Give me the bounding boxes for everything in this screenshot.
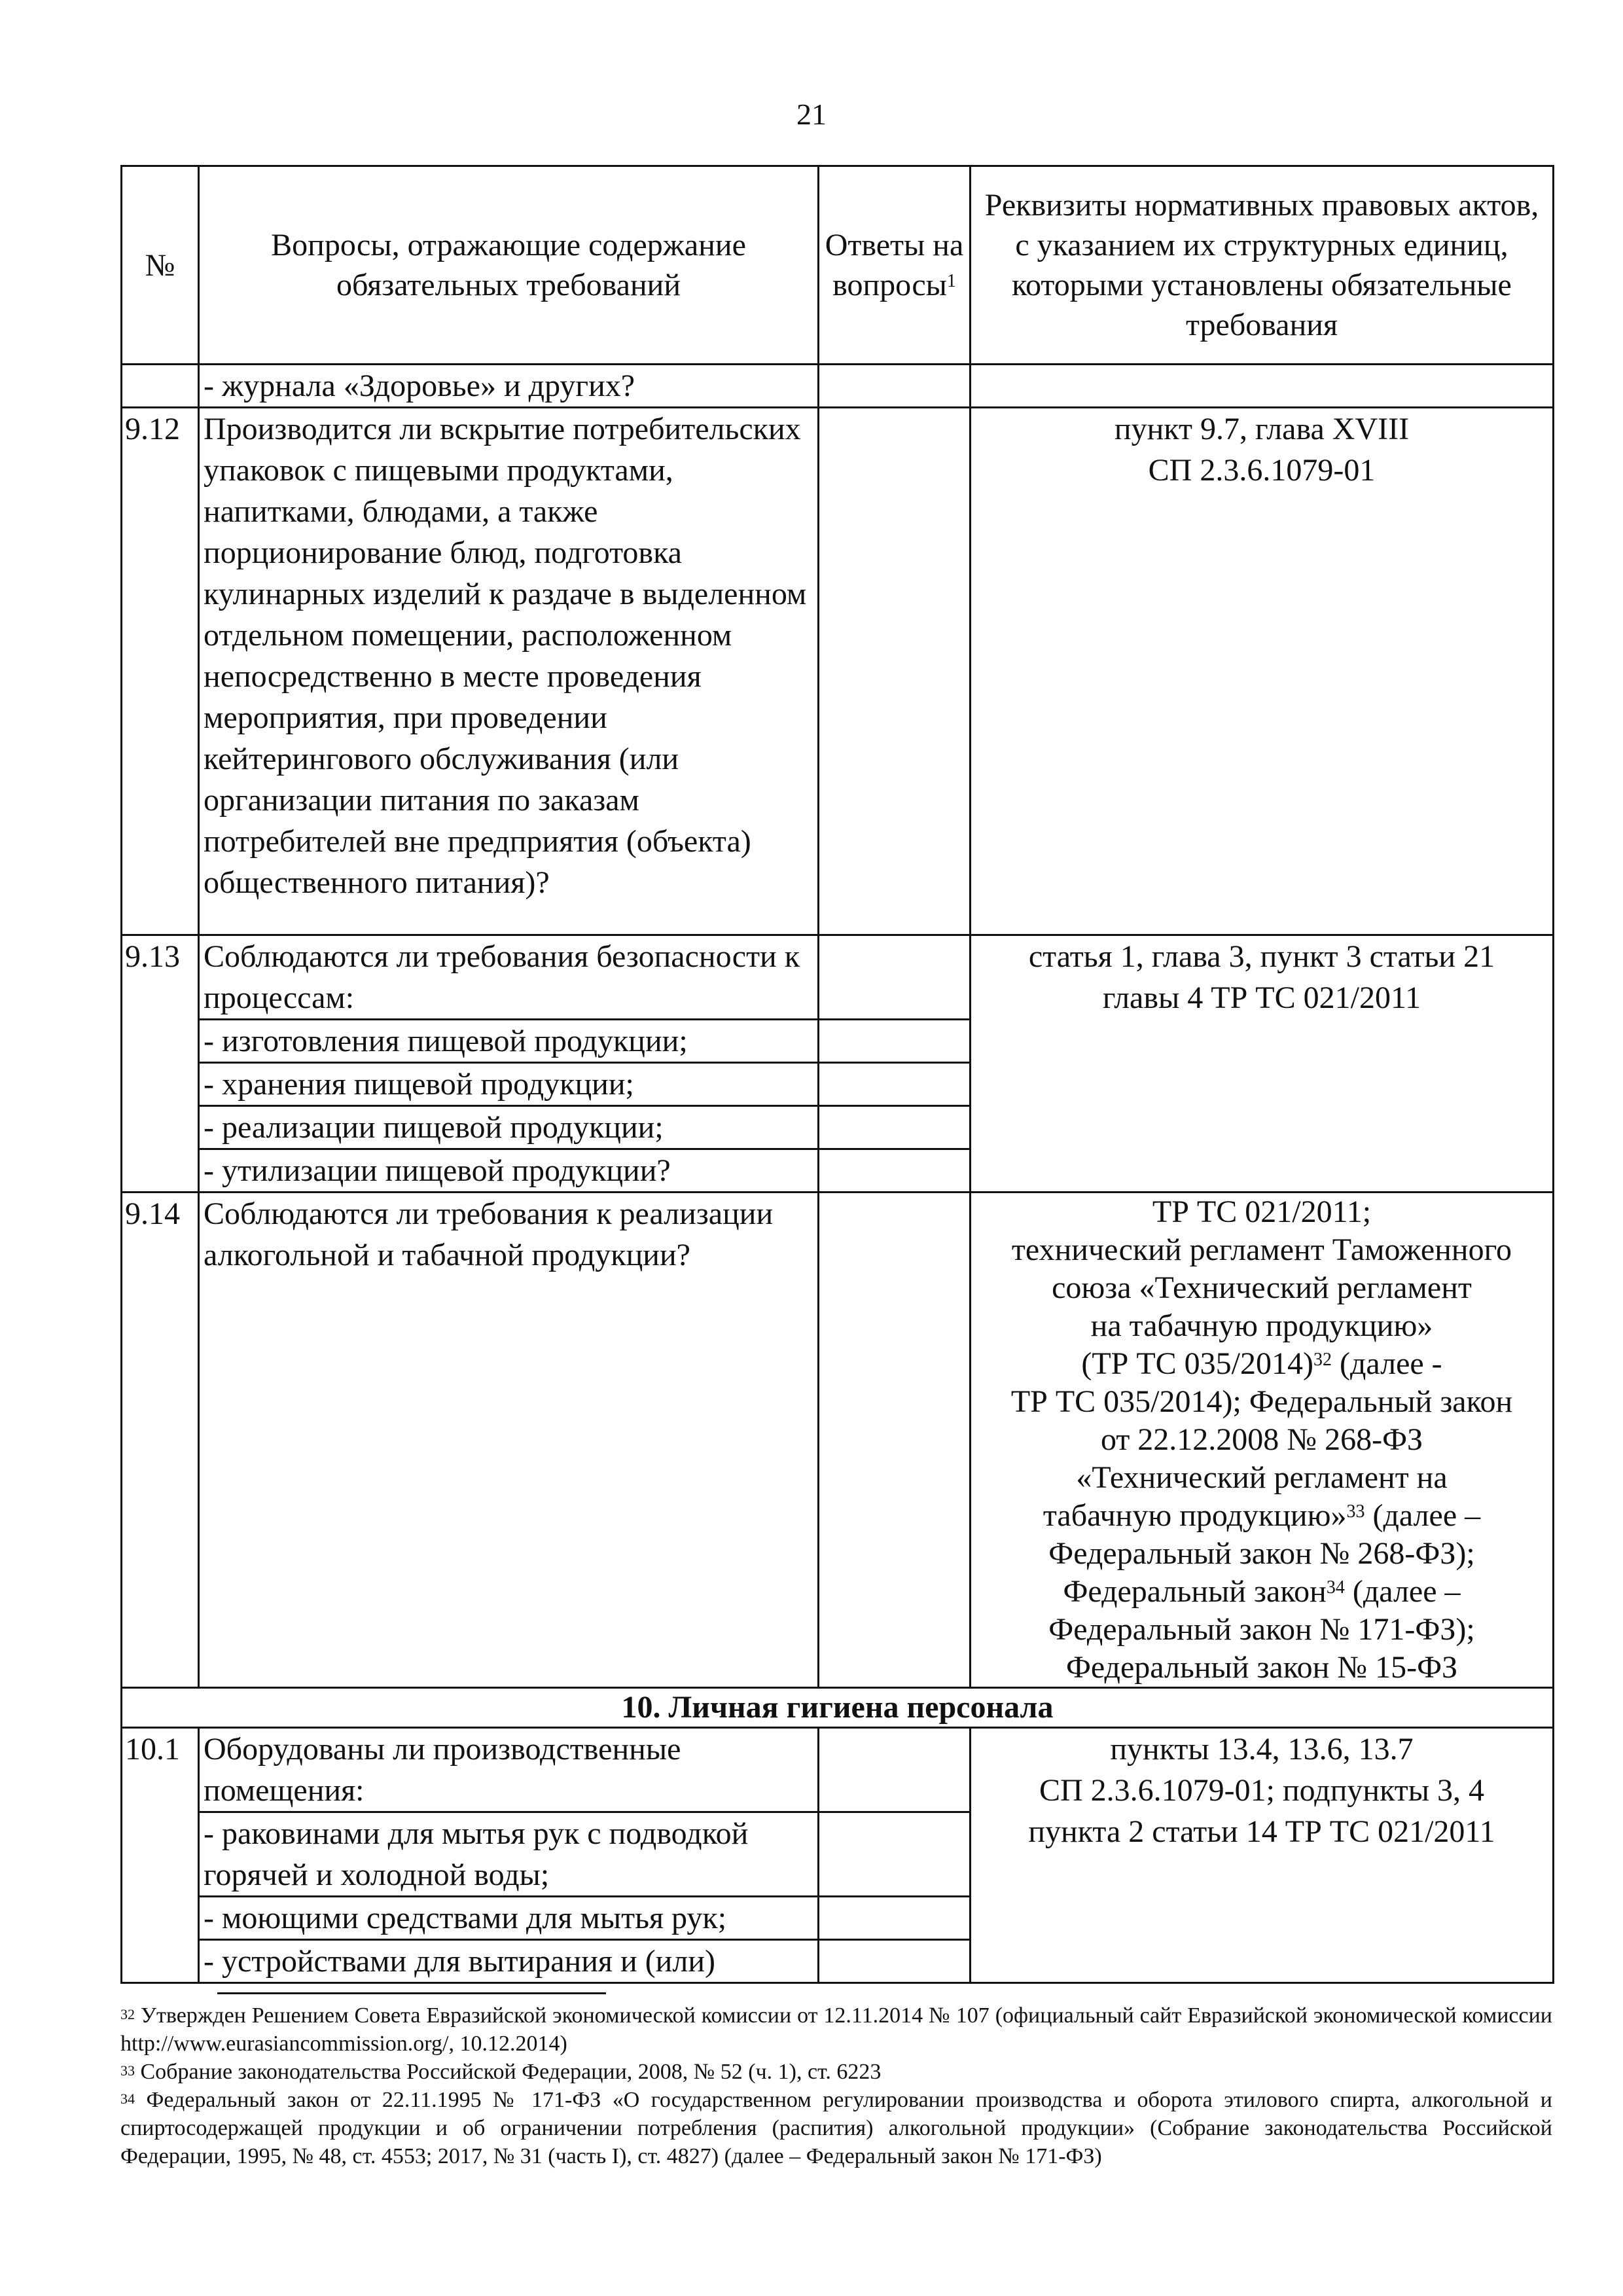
question-cell: - моющими средствами для мытья рук;	[199, 1897, 819, 1940]
question-cell: - реализации пищевой продукции;	[199, 1106, 819, 1149]
question-cell: - раковинами для мытья рук с подводкой горячей и холодной воды;	[199, 1812, 819, 1897]
question-cell: - хранения пищевой продукции;	[199, 1063, 819, 1106]
table-row	[122, 1728, 1554, 1812]
question-cell: Оборудованы ли производственные помещения:	[199, 1728, 819, 1812]
reference-line: ТР ТС 021/2011;	[1152, 1194, 1372, 1229]
reference-line	[974, 1497, 1550, 1535]
answer-cell[interactable]	[819, 1020, 971, 1063]
question-cell: - утилизации пищевой продукции?	[199, 1149, 819, 1193]
footnote-ref-32: 32	[1313, 1350, 1332, 1370]
reference-line: на табачную продукцию»	[1090, 1308, 1433, 1343]
answer-cell[interactable]	[819, 1897, 971, 1940]
table-row	[122, 1193, 1554, 1688]
header-answers-label: Ответы на вопросы	[825, 228, 964, 302]
row-number: 9.12	[122, 408, 199, 935]
question-cell: Соблюдаются ли требования к реализации алкогольной и табачной продукции?	[199, 1193, 819, 1688]
table-header-row	[122, 166, 1554, 365]
answer-cell[interactable]	[819, 365, 971, 408]
answer-cell[interactable]	[819, 1063, 971, 1106]
footnote-mark: 33	[120, 2062, 135, 2079]
answer-cell[interactable]	[819, 935, 971, 1020]
requirements-table	[120, 165, 1554, 1984]
reference-line: «Технический регламент на	[1076, 1460, 1448, 1495]
reference-cell	[971, 1728, 1554, 1983]
reference-text: (ТР ТС 035/2014)	[1081, 1346, 1313, 1381]
header-number: №	[122, 166, 199, 365]
reference-text: (далее –	[1344, 1574, 1461, 1609]
footnote-separator	[217, 1992, 606, 1994]
footnote-mark: 34	[120, 2090, 135, 2107]
row-number	[122, 365, 199, 408]
answer-cell[interactable]	[819, 1812, 971, 1897]
footnote-ref-34: 34	[1326, 1577, 1345, 1598]
reference-line: ТР ТС 035/2014); Федеральный закон	[1010, 1384, 1513, 1419]
footnote-text: Утвержден Решением Совета Евразийской экономической комиссии от 12.11.2014 № 107 (официальный сайт Евразийской экономической комиссии http://www.eurasiancommission.org/, 10.12.2014)	[120, 2003, 1553, 2056]
reference-cell	[971, 935, 1554, 1193]
row-number: 10.1	[122, 1728, 199, 1983]
row-number: 9.14	[122, 1193, 199, 1688]
footnote-text: Федеральный закон от 22.11.1995 № 171-ФЗ «О государственном регулировании производства и оборота этилового спирта, алкогольной и спиртосодержащей продукции и об ограничении потребления (распития) алкогольной продукции» (Собрание законодательства Российской Федерации, 1995, № 48, ст. 4553; 2017, № 31 (часть I), ст. 4827) (далее – Федеральный закон № 171-ФЗ)	[120, 2088, 1553, 2168]
header-references: Реквизиты нормативных правовых актов, с указанием их структурных единиц, которыми установлены обязательные требования	[971, 166, 1554, 365]
reference-line: главы 4 ТР ТС 021/2011	[1102, 980, 1421, 1015]
footnotes	[120, 2001, 1552, 2170]
answer-cell[interactable]	[819, 1149, 971, 1193]
reference-text: Федеральный закон	[1063, 1574, 1327, 1609]
footnote-33	[120, 2058, 1552, 2086]
reference-line: СП 2.3.6.1079-01	[1148, 453, 1376, 488]
reference-text: (далее -	[1331, 1346, 1442, 1381]
header-question: Вопросы, отражающие содержание обязательных требований	[199, 166, 819, 365]
reference-line: Федеральный закон № 15-ФЗ	[1065, 1650, 1458, 1685]
answer-cell[interactable]	[819, 408, 971, 935]
reference-text: (далее –	[1364, 1498, 1481, 1533]
answer-cell[interactable]	[819, 1106, 971, 1149]
header-answers	[819, 166, 971, 365]
footnote-text: Собрание законодательства Российской Федерации, 2008, № 52 (ч. 1), ст. 6223	[140, 2060, 882, 2084]
row-number: 9.13	[122, 935, 199, 1193]
reference-line	[974, 1573, 1550, 1611]
answer-cell[interactable]	[819, 1193, 971, 1688]
footnote-ref-33: 33	[1346, 1501, 1365, 1522]
reference-line: технический регламент Таможенного	[1011, 1232, 1512, 1267]
reference-text: табачную продукцию»	[1043, 1498, 1347, 1533]
reference-cell	[971, 365, 1554, 408]
reference-line: пункт 9.7, глава XVIII	[1114, 412, 1410, 446]
question-cell: - изготовления пищевой продукции;	[199, 1020, 819, 1063]
answer-cell[interactable]	[819, 1728, 971, 1812]
reference-line: СП 2.3.6.1079-01; подпункты 3, 4	[1039, 1773, 1484, 1808]
footnote-ref-1: 1	[946, 271, 956, 291]
reference-line	[974, 1345, 1550, 1383]
question-cell: Соблюдаются ли требования безопасности к процессам:	[199, 935, 819, 1020]
reference-cell	[971, 1193, 1554, 1688]
reference-line: Федеральный закон № 171-ФЗ);	[1048, 1612, 1475, 1647]
answer-cell[interactable]	[819, 1940, 971, 1983]
reference-line: пункты 13.4, 13.6, 13.7	[1110, 1732, 1414, 1767]
footnote-34	[120, 2086, 1552, 2170]
footnote-mark: 32	[120, 2006, 135, 2022]
table-row	[122, 935, 1554, 1020]
question-cell: - журнала «Здоровье» и других?	[199, 365, 819, 408]
table-row	[122, 408, 1554, 935]
section-heading-row	[122, 1688, 1554, 1728]
question-cell: Производится ли вскрытие потребительских упаковок с пищевыми продуктами, напитками, блюдами, а также порционирование блюд, подготовка кулинарных изделий к раздаче в выделенном отдельном помещении, расположенном непосредственно в месте проведения мероприятия, при проведении кейтерингового обслуживания (или организации питания по заказам потребителей вне предприятия (объекта) общественного питания)?	[199, 408, 819, 935]
reference-line: статья 1, глава 3, пункт 3 статьи 21	[1028, 939, 1495, 974]
reference-cell	[971, 408, 1554, 935]
page-number: 21	[796, 98, 827, 131]
reference-line: Федеральный закон № 268-ФЗ);	[1048, 1536, 1475, 1571]
section-title: 10. Личная гигиена персонала	[122, 1688, 1554, 1728]
reference-line: союза «Технический регламент	[1052, 1270, 1472, 1305]
footnote-32	[120, 2001, 1552, 2058]
reference-line: пункта 2 статьи 14 ТР ТС 021/2011	[1028, 1814, 1495, 1849]
question-cell: - устройствами для вытирания и (или)	[199, 1940, 819, 1983]
table-row	[122, 365, 1554, 408]
reference-line: от 22.12.2008 № 268-ФЗ	[1100, 1422, 1423, 1457]
